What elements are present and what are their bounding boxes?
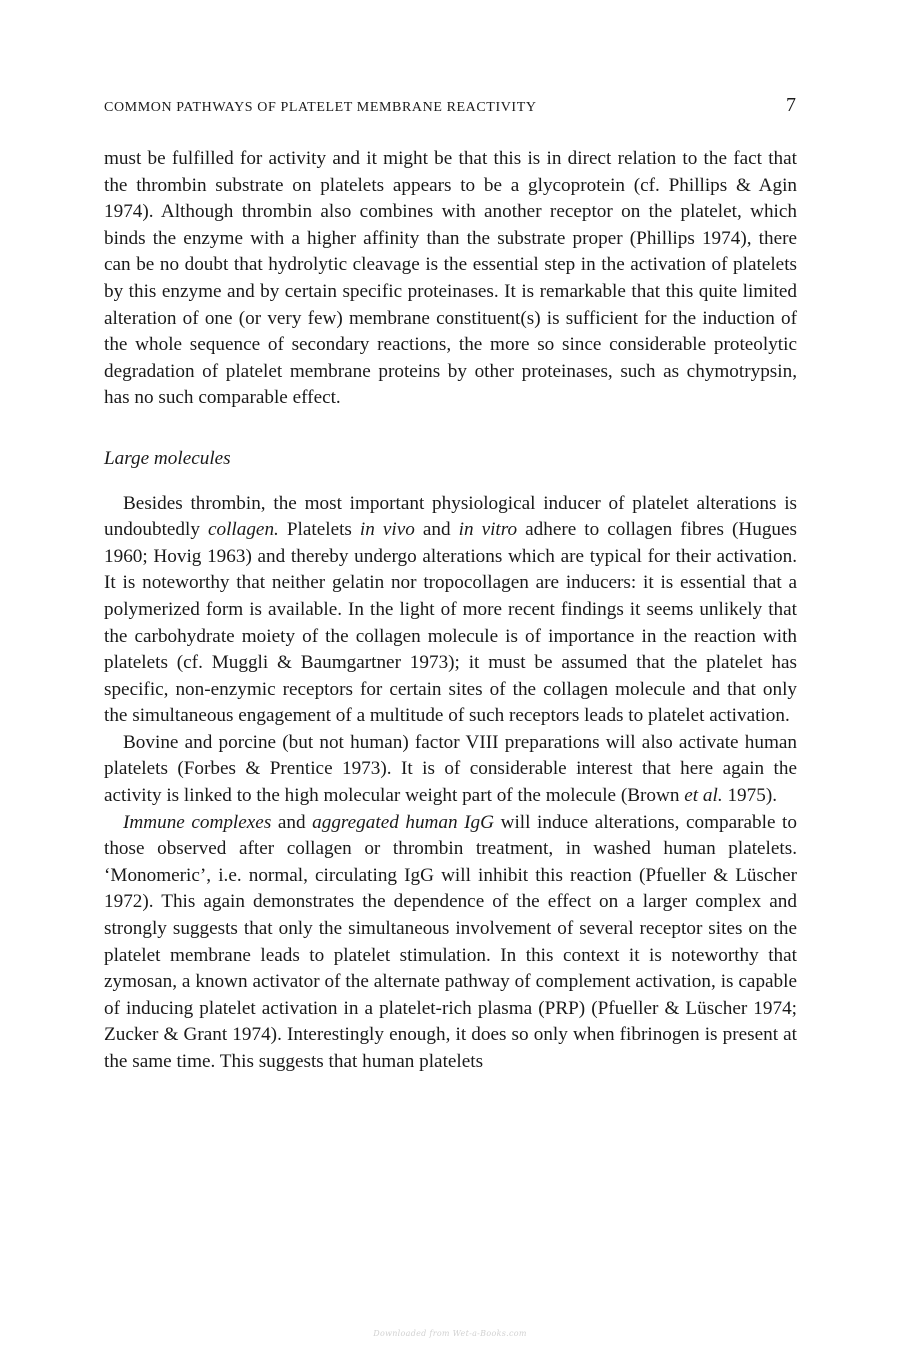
text-span: adhere to collagen fibres (Hugues 1960; Hovig 1963) and thereby undergo alterations which are typical for their activation. It is noteworthy that neither gelatin nor tropocollagen are inducers: it is essential that a polymerized form is available. In the light of more recent findings it seems unlikely that the carbohydrate moiety of the collagen molecule is of importance in the reaction with platelets (cf. Muggli & Baumgartner 1973); it must be assumed that the platelet has specific, non-enzymic receptors for certain sites of the collagen molecule and that only the simultaneous engagement of a multitude of such receptors leads to platelet activation. <box>104 519 797 727</box>
text-span: will induce alterations, comparable to those observed after collagen or thrombin treatment, in washed human platelets. ‘Monomeric’, i.e. normal, circulating IgG will inhibit this reaction (Pfueller & Lüscher 1972). This again demonstrates the dependence of the effect on a larger complex and strongly suggests that only the simultaneous involvement of several receptor sites on the platelet membrane leads to platelet stimulation. In this context it is noteworthy that zymosan, a known activator of the alternate pathway of complement activation, is capable of inducing platelet activation in a platelet-rich plasma (PRP) (Pfueller & Lüscher 1974; Zucker & Grant 1974). Interestingly enough, it does so only when fibrinogen is present at the same time. This suggests that human platelets <box>104 811 797 1072</box>
emphasis-term: et al. <box>684 785 723 807</box>
paragraph-continued: must be fulfilled for activity and it might be that this is in direct relation to the fact that the thrombin substrate on platelets appears to be a glycoprotein (cf. Phillips & Agin 1974). Although thrombin also combines with another receptor on the platelet, which binds the enzyme with a higher affinity than the substrate proper (Phillips 1974), there can be no doubt that hydrolytic cleavage is the essential step in the activation of platelets by this enzyme and by certain specific proteinases. It is remarkable that this quite limited alteration of one (or very few) membrane constituent(s) is sufficient for the induction of the whole sequence of secondary reactions, the more so since considerable proteolytic degradation of platelet membrane proteins by other proteinases, such as chymotrypsin, has no such comparable effect. <box>104 148 797 409</box>
text-span: and <box>271 811 313 833</box>
paragraph-collagen <box>104 491 797 730</box>
emphasis-term: Immune complexes <box>123 811 272 833</box>
download-watermark: Downloaded from Wet-a-Books.com <box>373 1329 527 1338</box>
emphasis-term: in vivo <box>359 519 415 541</box>
text-span: Besides thrombin, the most important physiological inducer of platelet alterations is undoubtedly <box>104 492 797 541</box>
page-number: 7 <box>786 94 796 116</box>
emphasis-term: collagen. <box>207 519 279 541</box>
emphasis-term: in vitro <box>458 519 518 541</box>
text-span: and <box>414 519 459 541</box>
page <box>104 94 797 1076</box>
text-span: Platelets <box>278 519 360 541</box>
section-heading: Large molecules <box>104 447 231 469</box>
paragraph-factor-viii <box>104 730 797 810</box>
body-text <box>104 146 797 1076</box>
emphasis-term: aggregated human IgG <box>312 811 495 833</box>
text-span: 1975). <box>722 785 778 807</box>
text-span: Bovine and porcine (but not human) factor VIII preparations will also activate human platelets (Forbes & Prentice 1973). It is of considerable interest that here again the activity is linked to the high molecular weight part of the molecule (Brown <box>104 731 797 807</box>
running-header <box>104 94 797 124</box>
running-title: COMMON PATHWAYS OF PLATELET MEMBRANE REACTIVITY <box>104 100 537 115</box>
paragraph-immune-complexes <box>104 810 797 1076</box>
